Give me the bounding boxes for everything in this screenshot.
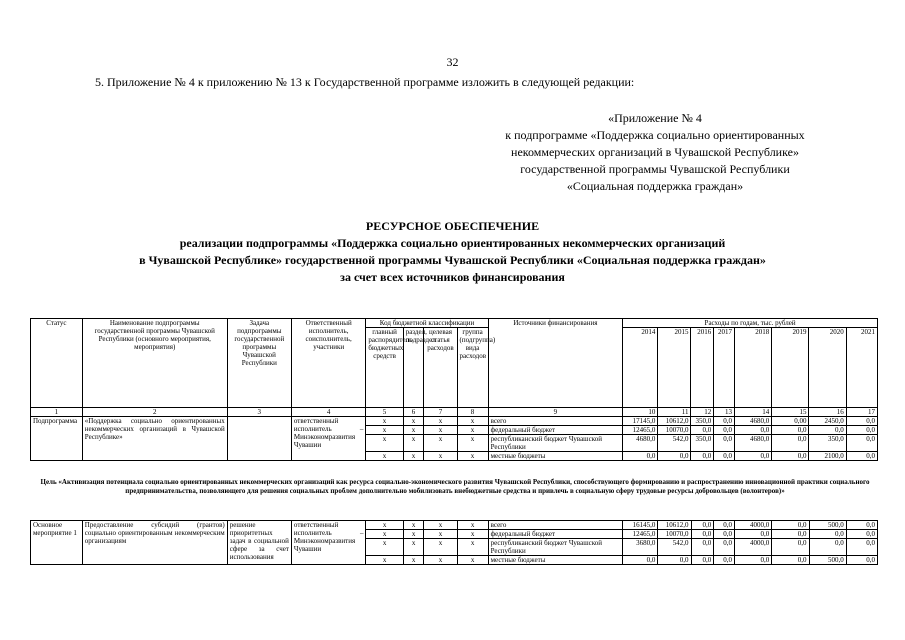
header-budget-code: Код бюджетной классификации: [366, 319, 488, 328]
column-number: 2: [82, 408, 227, 417]
code-x: x: [457, 539, 488, 556]
value-cell: 4000,0: [735, 539, 772, 556]
code-x: x: [457, 435, 488, 452]
value-cell: 0,0: [623, 452, 658, 461]
value-cell: 0,0: [623, 556, 658, 565]
code-x: x: [366, 556, 403, 565]
code-x: x: [457, 521, 488, 530]
value-cell: 0,0: [734, 452, 771, 461]
value-cell: 0,0: [772, 539, 809, 556]
value-cell: 0,0: [809, 426, 846, 435]
value-cell: 0,0: [846, 426, 877, 435]
value-cell: 4680,0: [734, 417, 771, 426]
header-year: 2018: [734, 328, 771, 408]
code-x: x: [424, 452, 457, 461]
value-cell: 0,0: [846, 556, 877, 565]
code-x: x: [457, 556, 488, 565]
value-cell: 10612,0: [658, 521, 691, 530]
row-name: Предоставление субсидий (грантов) социально ориентированным некоммерческим организациям: [82, 521, 227, 565]
table-row: [31, 417, 878, 426]
row-source: федеральный бюджет: [488, 426, 623, 435]
value-cell: 2100,0: [809, 452, 846, 461]
code-x: x: [366, 521, 403, 530]
row-source: всего: [488, 521, 623, 530]
column-number: 8: [457, 408, 488, 417]
row-status: Основное мероприятие 1: [31, 521, 83, 565]
header-expenses: Расходы по годам, тыс. рублей: [623, 319, 878, 328]
value-cell: 12465,0: [623, 530, 658, 539]
title-line: РЕСУРСНОЕ ОБЕСПЕЧЕНИЕ: [365, 219, 540, 233]
value-cell: 0,0: [846, 417, 877, 426]
column-number: 11: [658, 408, 691, 417]
column-number: 16: [809, 408, 846, 417]
value-cell: 0,0: [691, 521, 714, 530]
code-x: x: [366, 435, 403, 452]
table-row: [31, 521, 878, 530]
code-x: x: [366, 530, 403, 539]
code-x: x: [457, 417, 488, 426]
column-number: 15: [772, 408, 809, 417]
value-cell: 0,0: [714, 530, 735, 539]
code-x: x: [424, 556, 457, 565]
value-cell: 350,0: [809, 435, 846, 452]
header-year: 2015: [658, 328, 691, 408]
value-cell: 0,0: [714, 426, 735, 435]
column-number: 5: [366, 408, 403, 417]
appendix-line: «Приложение № 4: [608, 111, 702, 125]
value-cell: 0,0: [772, 452, 809, 461]
row-source: республиканский бюджет Чувашской Республики: [488, 435, 623, 452]
code-x: x: [403, 426, 424, 435]
column-number: 10: [623, 408, 658, 417]
value-cell: 0,0: [714, 556, 735, 565]
column-number: 17: [846, 408, 877, 417]
value-cell: 0,0: [772, 556, 809, 565]
value-cell: 0,0: [846, 539, 877, 556]
column-number: 6: [403, 408, 424, 417]
row-source: федеральный бюджет: [488, 530, 623, 539]
value-cell: 4000,0: [735, 521, 772, 530]
value-cell: 4680,0: [734, 435, 771, 452]
header-code-col: раздел, подраздел: [403, 328, 424, 408]
value-cell: 3680,0: [623, 539, 658, 556]
header-year: 2020: [809, 328, 846, 408]
row-source: местные бюджеты: [488, 556, 623, 565]
title-line: реализации подпрограммы «Поддержка социально ориентированных некоммерческих организаций: [179, 236, 726, 250]
column-number: 14: [734, 408, 771, 417]
row-source: республиканский бюджет Чувашской Республики: [488, 539, 623, 556]
value-cell: 350,0: [691, 435, 714, 452]
code-x: x: [403, 417, 424, 426]
column-number: 7: [424, 408, 457, 417]
row-executor: ответственный исполнитель – Минэкономразвития Чувашии: [291, 521, 366, 565]
code-x: x: [403, 530, 424, 539]
code-x: x: [424, 539, 457, 556]
title-line: за счет всех источников финансирования: [340, 270, 565, 284]
value-cell: 0,0: [691, 539, 714, 556]
intro-paragraph: 5. Приложение № 4 к приложению № 13 к Государственной программе изложить в следующей редакции:: [95, 75, 635, 89]
value-cell: 17145,0: [623, 417, 658, 426]
header-year: 2014: [623, 328, 658, 408]
resource-table: [30, 318, 878, 461]
value-cell: 0,0: [735, 556, 772, 565]
column-number: 9: [488, 408, 623, 417]
header-sources: Источники финансирования: [488, 319, 623, 408]
header-year: 2019: [772, 328, 809, 408]
value-cell: 4680,0: [623, 435, 658, 452]
value-cell: 0,0: [734, 426, 771, 435]
header-code-col: целевая статья расходов: [424, 328, 457, 408]
page-number: 32: [446, 55, 459, 69]
appendix-line: некоммерческих организаций в Чувашской Республике»: [511, 145, 799, 159]
code-x: x: [403, 435, 424, 452]
value-cell: 0,0: [772, 530, 809, 539]
title-line: в Чувашской Республике» государственной программы Чувашской Республики «Социальная поддержка граждан»: [139, 253, 766, 267]
appendix-reference: [460, 110, 850, 195]
row-task: решение приоритетных задач в социальной сфере за счет использования: [227, 521, 291, 565]
value-cell: 12465,0: [623, 426, 658, 435]
value-cell: 0,0: [691, 452, 714, 461]
value-cell: 10070,0: [658, 530, 691, 539]
code-x: x: [424, 530, 457, 539]
value-cell: 542,0: [658, 435, 691, 452]
value-cell: 16145,0: [623, 521, 658, 530]
value-cell: 0,0: [714, 539, 735, 556]
row-source: всего: [488, 417, 623, 426]
row-executor: ответственный исполнитель – Минэкономразвития Чувашии: [291, 417, 366, 461]
value-cell: 0,0: [809, 539, 846, 556]
value-cell: 542,0: [658, 539, 691, 556]
value-cell: 2450,0: [809, 417, 846, 426]
value-cell: 0,0: [772, 435, 809, 452]
document-title: [0, 218, 905, 286]
code-x: x: [403, 539, 424, 556]
appendix-line: государственной программы Чувашской Республики: [520, 162, 790, 176]
header-code-col: главный распорядитель бюджетных средств: [366, 328, 403, 408]
value-cell: 0,0: [809, 530, 846, 539]
value-cell: 0,0: [846, 530, 877, 539]
value-cell: 0,0: [691, 426, 714, 435]
column-number: 12: [691, 408, 714, 417]
value-cell: 0,0: [714, 452, 735, 461]
value-cell: 0,0: [691, 556, 714, 565]
code-x: x: [457, 452, 488, 461]
column-number: 3: [227, 408, 291, 417]
row-name: «Поддержка социально ориентированных некоммерческих организаций в Чувашской Республике»: [82, 417, 227, 461]
header-row: [31, 319, 878, 328]
code-x: x: [403, 556, 424, 565]
code-x: x: [457, 530, 488, 539]
value-cell: 0,0: [714, 435, 735, 452]
value-cell: 350,0: [691, 417, 714, 426]
code-x: x: [424, 426, 457, 435]
header-year: 2016: [691, 328, 714, 408]
header-name: Наименование подпрограммы государственной программы Чувашской Республики (основного мероприятия, мероприятия): [82, 319, 227, 408]
header-code-col: группа (подгруппа) вида расходов: [457, 328, 488, 408]
value-cell: 10612,0: [658, 417, 691, 426]
goal-text: Цель «Активизация потенциала социально ориентированных некоммерческих организаций как ресурса социально-экономического развития Чувашской Республики, способствующего формированию и распространению инновационной практики социального предпринимательства, позволяющего для решения социальных проблем дополнительно мобилизовать внебюджетные средства и привлечь в социальную сферу трудовые ресурсы добровольцев (волонтеров)»: [40, 478, 870, 495]
value-cell: 0,0: [846, 452, 877, 461]
row-source: местные бюджеты: [488, 452, 623, 461]
column-number: 4: [291, 408, 366, 417]
code-x: x: [457, 426, 488, 435]
resource-table-continued: [30, 520, 878, 565]
value-cell: 0,0: [772, 521, 809, 530]
code-x: x: [366, 426, 403, 435]
code-x: x: [424, 417, 457, 426]
row-status: Подпрограмма: [31, 417, 83, 461]
column-number: 1: [31, 408, 83, 417]
value-cell: 500,0: [809, 556, 846, 565]
value-cell: 0,0: [658, 556, 691, 565]
header-year: 2017: [714, 328, 735, 408]
value-cell: 500,0: [809, 521, 846, 530]
header-executor: Ответственный исполнитель, соисполнитель, участники: [291, 319, 366, 408]
row-task: [227, 417, 291, 461]
value-cell: 0,0: [846, 521, 877, 530]
column-number-row: [31, 408, 878, 417]
code-x: x: [403, 521, 424, 530]
value-cell: 0,0: [772, 426, 809, 435]
value-cell: 0,0: [714, 521, 735, 530]
code-x: x: [366, 417, 403, 426]
appendix-line: «Социальная поддержка граждан»: [566, 179, 744, 193]
code-x: x: [424, 521, 457, 530]
value-cell: 0,0: [691, 530, 714, 539]
value-cell: 0,0: [735, 530, 772, 539]
code-x: x: [366, 452, 403, 461]
code-x: x: [424, 435, 457, 452]
value-cell: 0,0: [846, 435, 877, 452]
value-cell: 0,00: [772, 417, 809, 426]
code-x: x: [366, 539, 403, 556]
header-status: Статус: [31, 319, 83, 408]
header-year: 2021: [846, 328, 877, 408]
column-number: 13: [714, 408, 735, 417]
value-cell: 0,0: [714, 417, 735, 426]
code-x: x: [403, 452, 424, 461]
value-cell: 0,0: [658, 452, 691, 461]
header-task: Задача подпрограммы государственной программы Чувашской Республики: [227, 319, 291, 408]
appendix-line: к подпрограмме «Поддержка социально ориентированных: [505, 128, 805, 142]
value-cell: 10070,0: [658, 426, 691, 435]
